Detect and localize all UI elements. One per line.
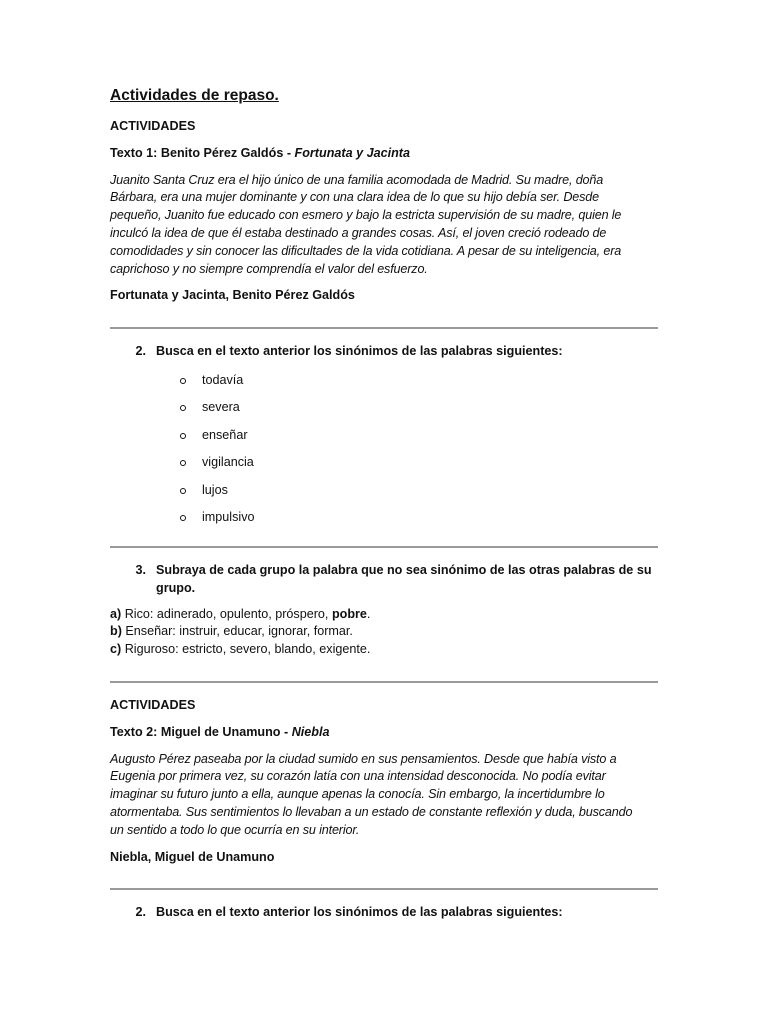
- activities-heading-2: ACTIVIDADES: [110, 697, 196, 712]
- passage-line: imaginar su futuro junto a ella, aunque apenas la conocía. Sin embargo, la incertidumbre lo: [110, 787, 605, 802]
- option-c: [110, 641, 658, 659]
- synonym-word: severa: [202, 400, 240, 415]
- divider: [110, 327, 658, 329]
- passage-line: pequeño, Juanito fue educado con esmero y bajo la estricta supervisión de su madre, quien le: [110, 208, 622, 223]
- passage-line: caprichoso y no siempre comprendía el valor del esfuerzo.: [110, 261, 428, 276]
- question-text: Busca en el texto anterior los sinónimos de las palabras siguientes:: [156, 344, 563, 359]
- synonym-word: impulsivo: [202, 510, 255, 525]
- list-item: [180, 422, 658, 450]
- passage-line: comodidades y sin conocer las dificultades de la vida cotidiana. A pesar de su inteligencia, era: [110, 243, 622, 258]
- synonym-word: todavía: [202, 372, 244, 387]
- circle-bullet-icon: [180, 405, 186, 411]
- divider: [110, 888, 658, 890]
- option-a: [110, 606, 658, 624]
- option-text: Rico: adinerado, opulento, próspero,: [121, 606, 332, 621]
- question-number: 2.: [135, 344, 146, 359]
- source-1: Fortunata y Jacinta, Benito Pérez Galdós: [110, 288, 355, 303]
- question-2: [110, 343, 658, 361]
- question-3-options: [110, 606, 658, 659]
- option-letter: c): [110, 642, 122, 657]
- option-b: [110, 623, 658, 641]
- passage-2: [110, 751, 658, 840]
- page-title: Actividades de repaso.: [110, 87, 279, 104]
- circle-bullet-icon: [180, 378, 186, 384]
- passage-line: Juanito Santa Cruz era el hijo único de una familia acomodada de Madrid. Su madre, doña: [110, 172, 604, 187]
- passage-1: [110, 172, 658, 279]
- question-2-section-2: [110, 904, 658, 922]
- passage-line: Bárbara, era una mujer dominante y con una clara idea de lo que su hijo debía ser. Desde: [110, 190, 599, 205]
- option-text: Enseñar: instruir, educar, ignorar, formar.: [121, 624, 353, 639]
- divider: [110, 681, 658, 683]
- text-heading-2: [110, 724, 658, 742]
- synonym-word-list: [110, 367, 658, 532]
- circle-bullet-icon: [180, 488, 186, 494]
- text-heading-1: [110, 145, 658, 163]
- circle-bullet-icon: [180, 460, 186, 466]
- passage-line: Eugenia por primera vez, su corazón latía con una intensidad desconocida. No podía evitar: [110, 769, 606, 784]
- option-text: Riguroso: estricto, severo, blando, exigente.: [121, 642, 371, 657]
- question-text: Busca en el texto anterior los sinónimos de las palabras siguientes:: [156, 905, 563, 920]
- passage-line: inculcó la idea de que él estaba destinado a grandes cosas. Así, el joven creció rodeado de: [110, 225, 607, 240]
- synonym-word: vigilancia: [202, 455, 254, 470]
- text-heading-1-prefix: Texto 1: Benito Pérez Galdós -: [110, 145, 295, 160]
- text-heading-1-work: Fortunata y Jacinta: [294, 145, 410, 160]
- text-heading-2-prefix: Texto 2: Miguel de Unamuno -: [110, 724, 292, 739]
- list-item: [180, 504, 658, 532]
- question-number: 2.: [135, 905, 146, 920]
- question-number: 3.: [135, 562, 146, 577]
- list-item: [180, 394, 658, 422]
- list-item: [180, 449, 658, 477]
- circle-bullet-icon: [180, 433, 186, 439]
- question-text: Subraya de cada grupo la palabra que no sea sinónimo de las otras palabras de su grupo.: [156, 562, 652, 595]
- list-item: [180, 477, 658, 505]
- source-2: Niebla, Miguel de Unamuno: [110, 849, 275, 864]
- synonym-word: lujos: [202, 482, 228, 497]
- option-letter: b): [110, 624, 122, 639]
- passage-line: un sentido a todo lo que ocurría en su interior.: [110, 822, 360, 837]
- passage-line: atormentaba. Sus sentimientos lo llevaban a un estado de constante reflexión y duda, buscando: [110, 804, 633, 819]
- list-item: [180, 367, 658, 395]
- option-after: .: [366, 606, 371, 621]
- synonym-word: enseñar: [202, 427, 248, 442]
- option-bold-word: pobre: [331, 606, 367, 621]
- activities-heading-1: ACTIVIDADES: [110, 119, 196, 133]
- circle-bullet-icon: [180, 515, 186, 521]
- divider: [110, 546, 658, 548]
- passage-line: Augusto Pérez paseaba por la ciudad sumido en sus pensamientos. Desde que había visto a: [110, 751, 617, 766]
- option-letter: a): [110, 606, 122, 621]
- text-heading-2-work: Niebla: [291, 724, 330, 739]
- question-3: [110, 562, 658, 598]
